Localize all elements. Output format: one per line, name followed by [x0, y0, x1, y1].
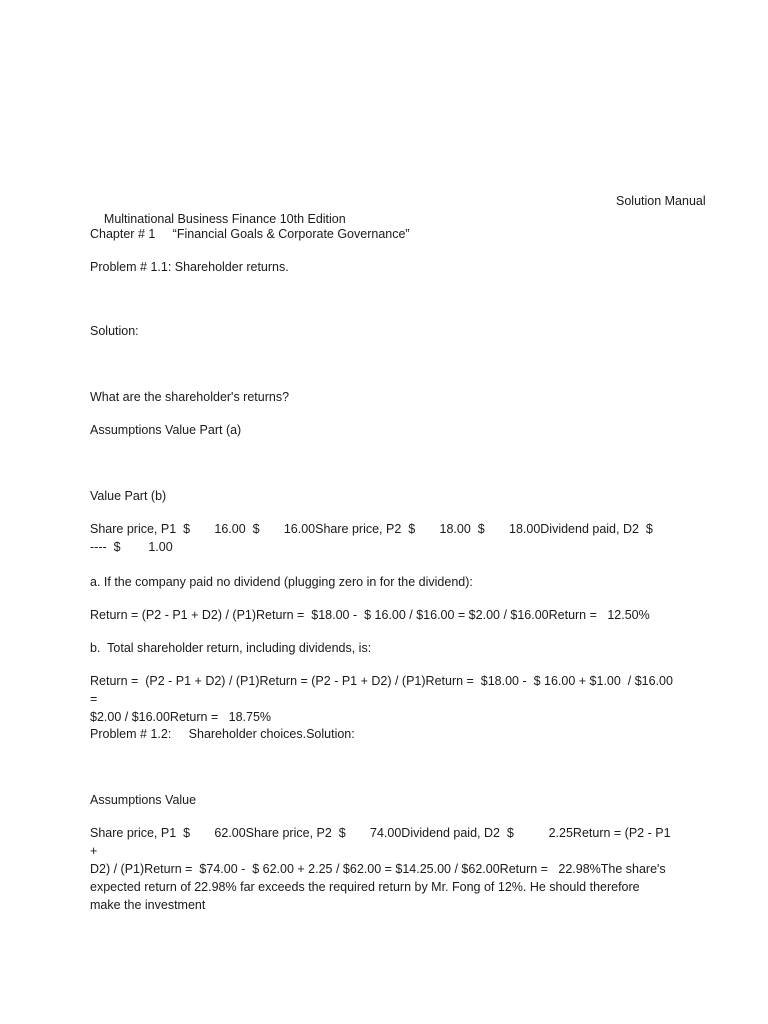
- assumptions-part-a: Assumptions Value Part (a): [90, 423, 242, 437]
- chapter-title: Chapter # 1 “Financial Goals & Corporate Governance”: [90, 227, 410, 241]
- part-a-calculation: Return = (P2 - P1 + D2) / (P1)Return = $18.00 - $ 16.00 / $16.00 = $2.00 / $16.00Return = 12.50%: [90, 608, 650, 622]
- problem-1-2-title: Problem # 1.2: Shareholder choices.Solution:: [90, 727, 355, 741]
- problem-1-2-body: Share price, P1 $ 62.00Share price, P2 $ 74.00Dividend paid, D2 $ 2.25Return = (P2 - P1 + D2) / (P1)Return = $74.00 - $ 62.00 + 2.25 / $62.00 = $14.25.00 / $62.00Return = 22.98%The share's expected return of 22.98% far exceeds the required return by Mr. Fong of 12%. He should therefore make the investment: [90, 826, 671, 912]
- problem-1-1-title: Problem # 1.1: Shareholder returns.: [90, 260, 289, 274]
- solution-manual-label: Solution Manual: [616, 194, 706, 208]
- book-title: Multinational Business Finance 10th Edition: [103, 212, 346, 226]
- question-text: What are the shareholder's returns?: [90, 390, 290, 404]
- value-part-b: Value Part (b): [90, 489, 167, 503]
- solution-label: Solution:: [90, 324, 139, 338]
- problem-1-2-assumptions: Assumptions Value: [90, 793, 197, 807]
- part-b-calculation: Return = (P2 - P1 + D2) / (P1)Return = (P2 - P1 + D2) / (P1)Return = $18.00 - $ 16.00 + $1.00 / $16.00 = $2.00 / $16.00Return = 18.75%: [90, 674, 673, 724]
- part-b-label: b. Total shareholder return, including dividends, is:: [90, 641, 372, 655]
- values-line: Share price, P1 $ 16.00 $ 16.00Share price, P2 $ 18.00 $ 18.00Dividend paid, D2 $ ---- $ 1.00: [90, 522, 653, 554]
- part-a-label: a. If the company paid no dividend (plugging zero in for the dividend):: [90, 575, 473, 589]
